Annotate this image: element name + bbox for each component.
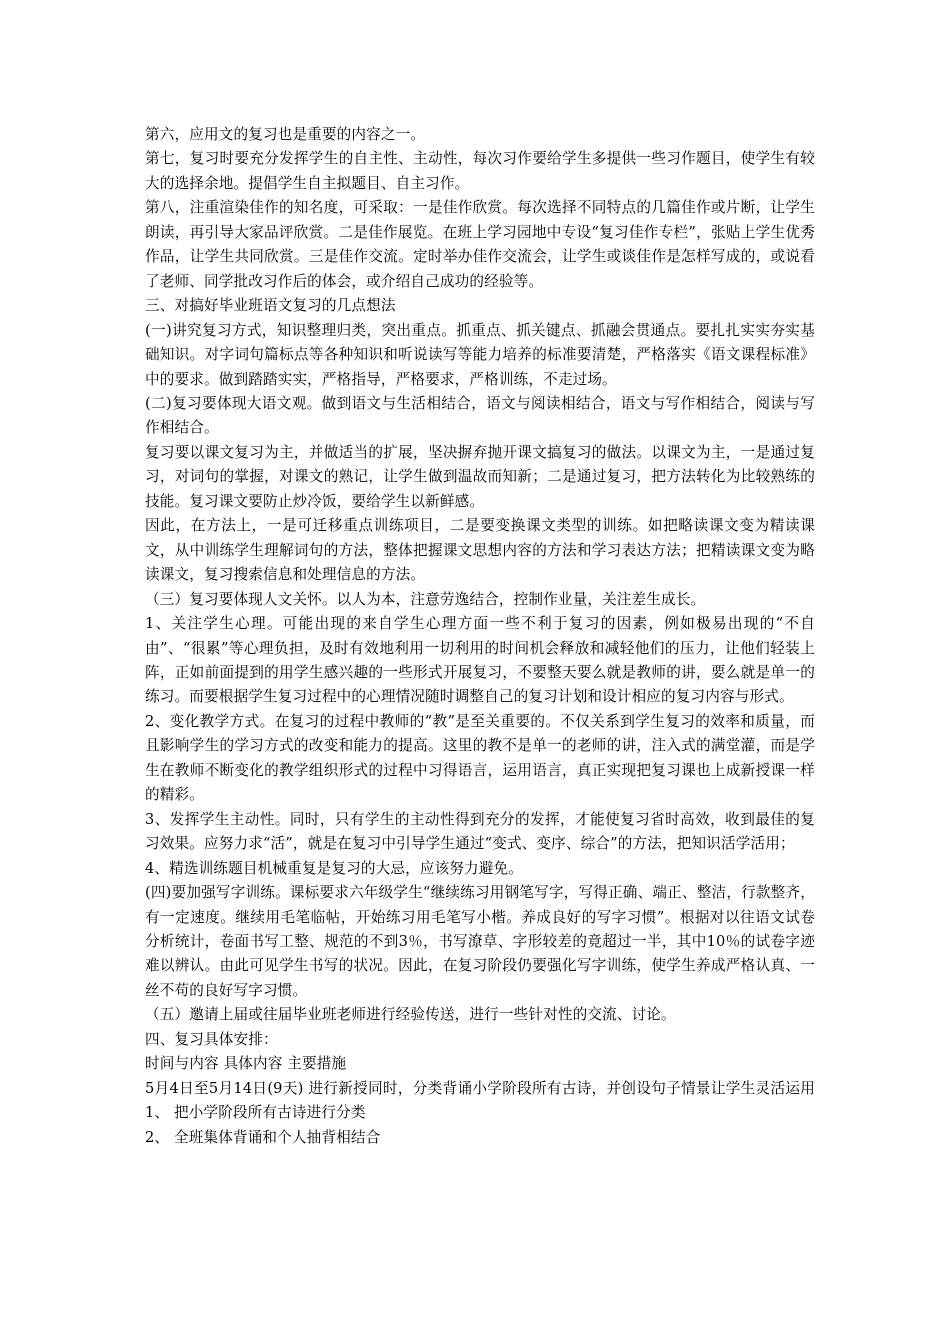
- paragraph-subsection-4: (四)要加强写字训练。课标要求六年级学生“继续练习用钢笔写字，写得正确、端正、整洁，行款整齐，有一定速度。继续用毛笔临帖，开始练习用毛笔写小楷。养成良好的写字习惯”。根据对以往语文试卷分析统计，卷面书写工整、规范的不到3％，书写潦草、字形较差的竟超过一半，其中10％的试卷字迹难以辨认。由此可见学生书写的状况。因此，在复习阶段仍要强化写字训练，使学生养成严格认真、一丝不苟的良好写字习惯。: [145, 884, 815, 999]
- paragraph-item-7: 第七，复习时要充分发挥学生的自主性、主动性，每次习作要给学生多提供一些习作题目，使学生有较大的选择余地。提倡学生自主拟题目、自主习作。: [145, 150, 815, 192]
- paragraph-point-3: 3、发挥学生主动性。同时，只有学生的主动性得到充分的发挥，才能使复习省时高效，收到最佳的复习效果。应努力求“活”，就是在复习中引导学生通过“变式、变序、综合”的方法，把知识活学活用；: [145, 810, 815, 853]
- section-heading-4: 四、复习具体安排：: [145, 1030, 278, 1048]
- document-page: [145, 123, 815, 1150]
- paragraph-item-8: 第八，注重渲染佳作的知名度，可采取：一是佳作欣赏。每次选择不同特点的几篇佳作或片断，让学生朗读，再引导大家品评欣赏。二是佳作展览。在班上学习园地中专设“复习佳作专栏”，张贴上学生优秀作品，让学生共同欣赏。三是佳作交流。定时举办佳作交流会，让学生或谈佳作是怎样写成的，或说看了老师、同学批改习作后的体会，或介绍自己成功的经验等。: [145, 199, 815, 290]
- paragraph-methods: 因此，在方法上，一是可迁移重点训练项目，二是要变换课文类型的训练。如把略读课文变为精读课文，从中训练学生理解词句的方法，整体把握课文思想内容的方法和学习表达方法；把精读课文变为略读课文，复习搜索信息和处理信息的方法。: [145, 517, 815, 584]
- schedule-table-header: 时间与内容 具体内容 主要措施: [145, 1055, 347, 1073]
- paragraph-subsection-1: (一)讲究复习方式，知识整理归类，突出重点。抓重点、抓关键点、抓融会贯通点。要扎扎实实夯实基础知识。对字词句篇标点等各种知识和听说读写等能力培养的标准要清楚，严格落实《语文课程标准》中的要求。做到踏踏实实，严格指导，严格要求，严格训练，不走过场。: [145, 321, 815, 388]
- schedule-row-1: 5月4日至5月14日(9天) 进行新授同时，分类背诵小学阶段所有古诗，并创设句子情景让学生灵活运用 1、 把小学阶段所有古诗进行分类: [145, 1079, 815, 1122]
- schedule-row-2: 2、 全班集体背诵和个人抽背相结合: [145, 1128, 381, 1146]
- paragraph-subsection-2: (二)复习要体现大语文观。做到语文与生活相结合，语文与阅读相结合，语文与写作相结合，阅读与写作相结合。: [145, 394, 815, 437]
- paragraph-review-textbook: 复习要以课文复习为主，并做适当的扩展，坚决摒弃抛开课文搞复习的做法。以课文为主，一是通过复习，对词句的掌握，对课文的熟记，让学生做到温故而知新；二是通过复习，把方法转化为比较熟练的技能。复习课文要防止炒冷饭，要给学生以新鲜感。: [145, 443, 815, 510]
- section-heading-3: 三、对搞好毕业班语文复习的几点想法: [145, 297, 396, 315]
- paragraph-item-6: 第六，应用文的复习也是重要的内容之一。: [145, 126, 426, 143]
- paragraph-point-4: 4、精选训练题目机械重复是复习的大忌，应该努力避免。: [145, 859, 524, 877]
- paragraph-point-2: 2、变化教学方式。在复习的过程中教师的“教”是至关重要的。不仅关系到学生复习的效率和质量，而且影响学生的学习方式的改变和能力的提高。这里的教不是单一的老师的讲，注入式的满堂灌，而是学生在教师不断变化的教学组织形式的过程中习得语言，运用语言，真正实现把复习课也上成新授课一样的精彩。: [145, 712, 815, 804]
- paragraph-subsection-5: （五）邀请上届或往届毕业班老师进行经验传送，进行一些针对性的交流、讨论。: [145, 1006, 676, 1024]
- paragraph-point-1: 1、关注学生心理。可能出现的来自学生心理方面一些不利于复习的因素，例如极易出现的“不自由”、“很累”等心理负担，及时有效地利用一切利用的时间机会释放和减轻他们的压力，让他们轻装上阵，正如前面提到的用学生感兴趣的一些形式开展复习，不要整天要么就是教师的讲，要么就是单一的练习。而要根据学生复习过程中的心理情况随时调整自己的复习计划和设计相应的复习内容与形式。: [145, 615, 815, 706]
- paragraph-subsection-3: （三）复习要体现人文关怀。以人为本，注意劳逸结合，控制作业量，关注差生成长。: [145, 590, 706, 608]
